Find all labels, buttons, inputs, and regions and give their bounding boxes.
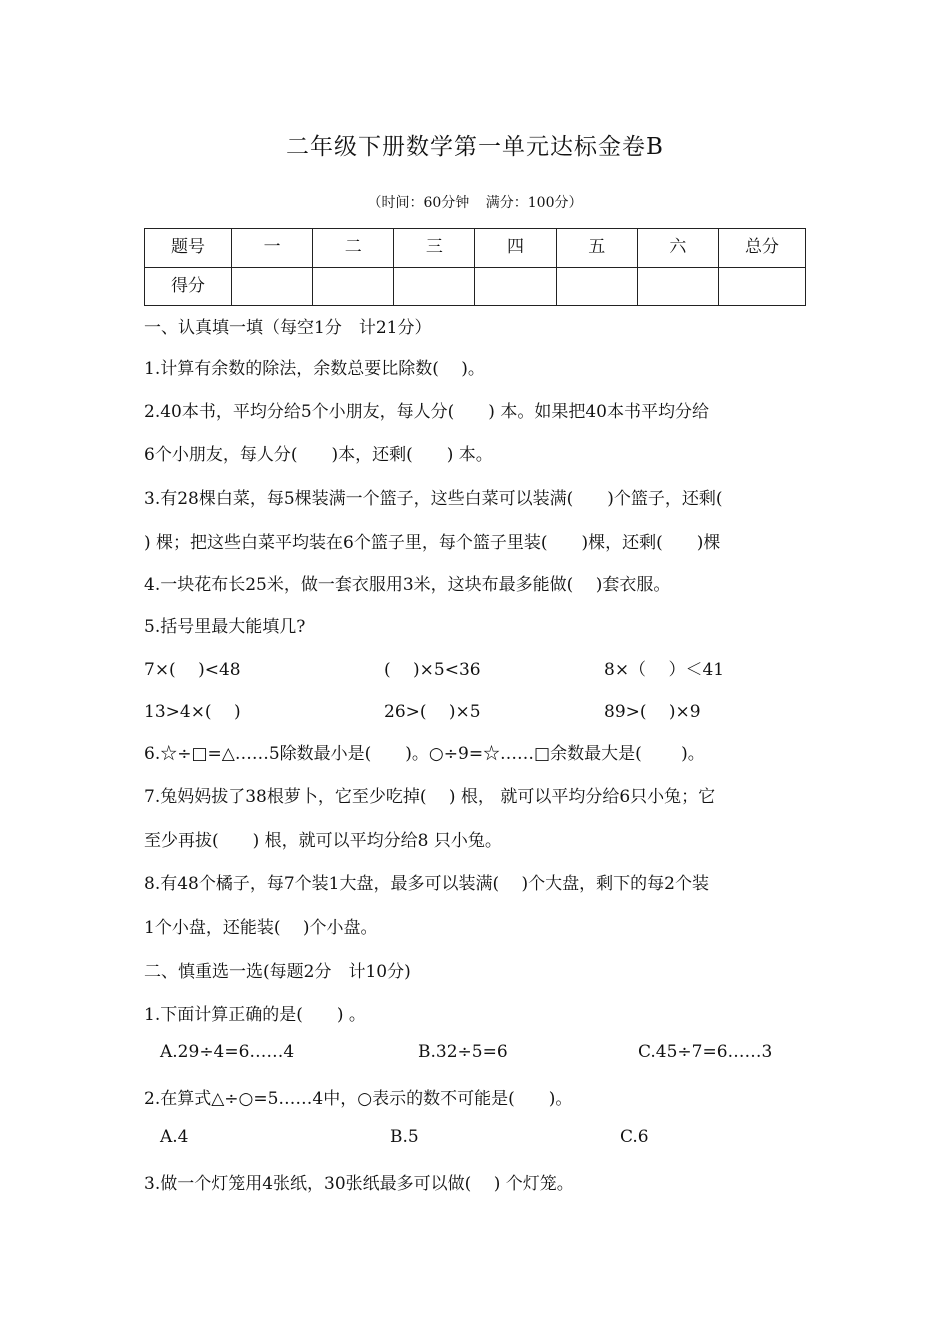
s2-q2-option-c: C.6 (620, 1127, 649, 1147)
score-cell-4: 四 (475, 229, 556, 268)
exam-total-score: 满分：100分） (485, 195, 583, 211)
score-cell-1: 一 (232, 229, 313, 268)
score-input-2[interactable] (313, 267, 394, 306)
score-table-score-row (145, 267, 806, 306)
score-cell-2: 二 (313, 229, 394, 268)
s2-q1-option-c: C.45÷7=6……3 (638, 1042, 773, 1062)
score-input-total[interactable] (719, 267, 806, 306)
s1-question-8b: 1个小盘，还能装( )个小盘。 (144, 918, 378, 938)
s1-question-8a: 8.有48个橘子，每7个装1大盘，最多可以装满( )个大盘，剩下的每2个装 (144, 874, 709, 894)
score-cell-label: 题号 (145, 229, 232, 268)
score-row-label: 得分 (145, 267, 232, 306)
s2-q1-option-b: B.32÷5=6 (418, 1042, 508, 1062)
s2-q2-option-a: A.4 (160, 1127, 189, 1147)
s1-question-3a: 3.有28棵白菜，每5棵装满一个篮子，这些白菜可以装满( )个篮子，还剩( (144, 489, 723, 509)
score-input-5[interactable] (556, 267, 637, 306)
q5-item-1: 7×( )<48 (144, 660, 241, 680)
q5-item-4: 13>4×( ) (144, 702, 241, 722)
score-input-3[interactable] (394, 267, 475, 306)
score-cell-5: 五 (556, 229, 637, 268)
s1-question-7a: 7.兔妈妈拔了38根萝卜，它至少吃掉( ) 根， 就可以平均分给6只小兔；它 (144, 787, 716, 807)
s1-question-3b: ) 棵；把这些白菜平均装在6个篮子里，每个篮子里装( )棵，还剩( )棵 (144, 533, 721, 553)
section2-heading: 二、慎重选一选(每题2分 计10分) (144, 962, 411, 982)
exam-time: （时间：60分钟 (367, 195, 470, 211)
q5-item-2: ( )×5<36 (384, 660, 481, 680)
s1-question-5: 5.括号里最大能填几? (144, 617, 306, 637)
q5-item-6: 89>( )×9 (604, 702, 701, 722)
s2-question-2: 2.在算式△÷○=5……4中，○表示的数不可能是( )。 (144, 1089, 573, 1109)
score-input-6[interactable] (637, 267, 718, 306)
s1-question-6: 6.☆÷□=△……5除数最小是( )。○÷9=☆……□余数最大是( )。 (144, 744, 705, 764)
q5-item-3: 8×（ ）＜41 (604, 660, 725, 680)
score-cell-total: 总分 (719, 229, 806, 268)
s2-question-3: 3.做一个灯笼用4张纸，30张纸最多可以做( ) 个灯笼。 (144, 1174, 574, 1194)
score-table (144, 228, 806, 306)
section1-heading: 一、认真填一填（每空1分 计21分） (144, 318, 432, 338)
s2-q1-option-a: A.29÷4=6……4 (160, 1042, 295, 1062)
score-input-4[interactable] (475, 267, 556, 306)
s1-question-2b: 6个小朋友，每人分( )本，还剩( ) 本。 (144, 445, 493, 465)
page-title: 二年级下册数学第一单元达标金卷B (286, 134, 664, 160)
s1-question-4: 4.一块花布长25米，做一套衣服用3米，这块布最多能做( )套衣服。 (144, 575, 671, 595)
s1-question-1: 1.计算有余数的除法，余数总要比除数( )。 (144, 359, 485, 379)
score-input-1[interactable] (232, 267, 313, 306)
score-table-header-row (145, 229, 806, 268)
score-cell-6: 六 (637, 229, 718, 268)
score-cell-3: 三 (394, 229, 475, 268)
s1-question-7b: 至少再拔( ) 根，就可以平均分给8 只小兔。 (144, 831, 502, 851)
exam-meta (0, 192, 950, 212)
s2-question-1: 1.下面计算正确的是( ) 。 (144, 1005, 366, 1025)
s1-question-2a: 2.40本书，平均分给5个小朋友，每人分( ) 本。如果把40本书平均分给 (144, 402, 709, 422)
s2-q2-option-b: B.5 (390, 1127, 419, 1147)
q5-item-5: 26>( )×5 (384, 702, 481, 722)
